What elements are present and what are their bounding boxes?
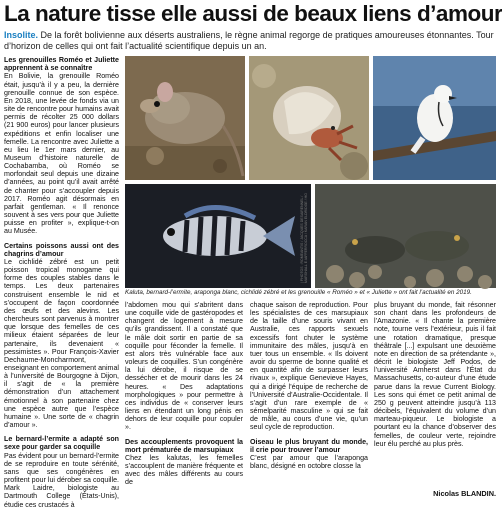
hermit-body-start: Pas évident pour un bernard-l’ermite de se reproduire en toute sérénité, sans que ses congénères en profitent pour lui dérober sa coquille. Mark Laidre, biologiste au Dartmouth College (États-Unis), étudie ces crustacés à [4,451,119,509]
fish-body: Le cichlidé zébré est un petit poisson tropical monogame qui forme des couples stables dans le temps. Les deux partenaires construisent ensemble le nid et s’occupent de façon coordonnée des œufs et des alevins. Les chercheurs sont parvenus à montrer que lorsque des femelles de ces milieux étaient séparées de leur partenaire, ils devenaient « pessimistes ». Pour François-Xavier Dechaume-Moncharmont, enseignant en comportement animal à l’université de Bourgogne à Dijon, il s’agit de « la première démonstration d’un attachement émotionnel à son partenaire chez une espèce autre que l’espèce humaine ». Une sorte de « chagrin d’amour ». [4,257,119,430]
lead-text: De la forêt bolivienne aux déserts australiens, le règne animal regorge de pratiques amoureuses étonnantes. Tour d’horizon de celles qui ont fait l’actualité scientifique depuis un an. [4,30,494,51]
bellbird-photo [373,56,496,180]
marsupial-title: Des accouplements provoquent la mort prématurée de marsupiaux [125,437,243,454]
column-1 [4,56,119,509]
hermit-body-end: l’abdomen mou qui s’abritent dans une coquille vide de gastéropodes et changent de logement à mesure qu’ils grandissent. Il a constaté que le mâle doit sortir en partie de sa coquille pour féconder la femelle. Il est alors très vulnérable face aux voleurs de coquilles. S’un congénère la lui dérobe, il risque de se dessécher et de mourir dans les 24 heures. « Des adaptations morphologiques » pour permettre à ces individus de « conserver leurs liens en étendant un long pénis en dehors de leur coquille pour copuler ». [125,301,243,432]
column-3 [250,301,368,498]
lead-paragraph [4,30,496,51]
hermit-crab-photo [249,56,369,180]
frogs-title: Les grenouilles Roméo et Juliette apprennent à se connaître [4,56,119,73]
frogs-body: En Bolivie, la grenouille Roméo était, jusqu’à il y a peu, la dernière grenouille connue de son espèce. En 2018, une levée de fonds via un site de rencontre pour humains avait permis de récolter 25 000 dollars (21 900 euros) pour lancer plusieurs expéditions et enfin localiser une femelle. La rencontre avec Juliette a eu lieu le 1er mars dernier, au Museum d’histoire naturelle de Cochabamba, où Roméo se morfondait seul depuis une dizaine d’années, au point qu’il avait arrêté de chanter pour s’accoupler depuis 2017. Roméo agit désormais en parfait gentleman. « Il renonce souvent à ses vers pour que Juliette puisse en profiter », explique-t-on au Musée. [4,72,119,236]
column-4 [374,301,496,498]
headline: La nature tisse elle aussi de beaux liens d’amour [4,1,502,26]
frogs-photo [315,184,496,288]
hermit-title: Le bernard-l’ermite a adapté son sexe pour garder sa coquille [4,435,119,452]
author-byline: Nicolas BLANDIN. [433,489,496,498]
photo-credit: | PHOTOS : ROMEANTIS / JACQUES DESAIRENNEL / MARSHALL E.IAFFERROCCA / KARAN ELDRIDGE / HO [300,193,308,283]
kaluta-photo [125,56,245,180]
bird-title: Oiseau le plus bruyant du monde, il crie pour trouver l’amour [250,437,368,454]
bird-body-start: C’est par amour que l’araponga blanc, désigné en octobre closse la [250,453,368,471]
column-2 [125,301,243,498]
lead-kicker: Insolite. [4,30,39,40]
photo-caption: Kaluta, bernard-l’ermite, araponga blanc, cichlidé zébré et les grenouille « Roméo » et « Juliette » ont fait l’actualité en 2019. [125,289,472,296]
marsupial-body-start: Chez les kalutas, les femelles s’accouplent de manière fréquente et avec des mâles différents au cours de [125,453,243,487]
fish-title: Certains poissons aussi ont des chagrins d’amour [4,241,119,258]
zebra-cichlid-photo [125,184,311,288]
bird-body-end: plus bruyant du monde, fait résonner son chant dans les profondeurs de l’Amazonie. « Il chante la première note, tourne vers l’extérieur, puis il fait une rotation dramatique, presque théâtrale [...] expulsant une deuxième note en direction de sa prétendante », décrit le biologiste Jeff Podos, de l’université Amherst dans l’État du Massachusetts, co-auteur d’une étude parue dans la revue Current Biology. Les sons qui émet ce petit animal de 250 g peuvent atteindre jusqu’à 113 décibels, l’équivalent du volume d’un marteau-piqueur. Le biologiste a pourtant eu la chance d’observer des femelles, de couleur verte, rejoindre leur élu perché au plus près. [374,301,496,448]
marsupial-body-end: chaque saison de reproduction. Pour les spécialistes de ces marsupiaux de la taille d’une souris vivant en Australie, ces rapports sexuels excessifs font chuter le système immunitaire des mâles, jusqu’à en tuer tous un ensemble. « Ils doivent avoir du sperme de bonne qualité et en quantité afin de surpasser leurs rivaux », explique Genevieve Hayes, qui a dirigé l’équipe de recherche de l’Université d’Australie-Occidentale. Il s’agit d’un rare exemple de « sémelparité masculine » qui se fait de mâle, au cours d’une vie, qu’un seul cycle de reproduction. [250,301,368,432]
